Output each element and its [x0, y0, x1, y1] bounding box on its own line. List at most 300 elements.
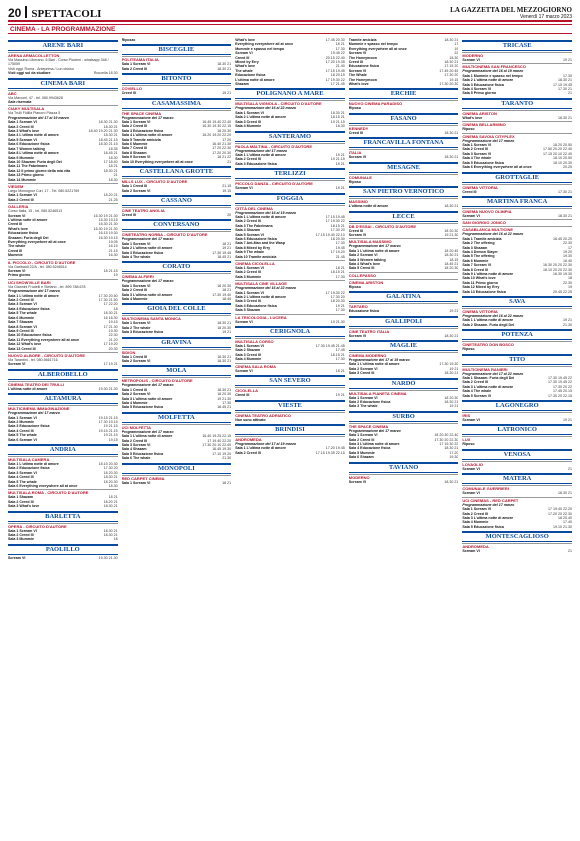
cinema-name: ARENA ARMACOLLETTON — [8, 52, 118, 58]
showtimes: 19.30 — [108, 328, 118, 333]
film-title: Sala 2 Creed III — [121, 438, 148, 443]
showtimes: 16.30 — [108, 253, 118, 258]
cinema-name: CINEMA ARISTON — [349, 279, 459, 285]
city-heading: TERLIZZI — [235, 168, 345, 179]
showtime-row — [122, 456, 232, 460]
film-title: Sala 12 What's love — [8, 342, 42, 347]
showtimes: 18 20.30 22.40 — [434, 433, 459, 438]
film-title: Creed III — [348, 130, 363, 135]
cinema-name: CICOLELLA — [235, 387, 345, 393]
showtimes: 17.15 19.35 22.15 — [315, 450, 345, 455]
showtimes: 19 21.15 — [103, 424, 118, 429]
film-title: Sala 4 L'ultima notte di amore — [121, 133, 173, 138]
showtime-row — [462, 58, 572, 62]
city-heading: GALATINA — [349, 291, 459, 302]
schedule-note: Programmazione del 17 marzo — [462, 138, 515, 143]
showtimes: 19 21 — [222, 330, 232, 335]
schedule-note: Programmazione del 16 al 22 marzo — [462, 314, 524, 318]
showtimes: 18.30 21 — [217, 354, 232, 359]
showtimes: 19.30 21.30 — [98, 386, 118, 391]
film-title: Sala 10 Educazione fisica — [8, 333, 52, 338]
film-title: Sala 3 What's love — [8, 504, 40, 509]
city-heading: BISCEGLIE — [122, 44, 232, 55]
film-title: Sala 2 The whale — [121, 325, 151, 330]
film-title: Sala 3 Women talking — [348, 257, 386, 262]
showtimes: 18.30 21 — [217, 321, 232, 326]
film-title: Everything everywhere all at once — [8, 240, 66, 244]
showtime-row — [462, 467, 572, 471]
film-title: The whale — [8, 244, 26, 249]
showtime-row — [235, 82, 345, 86]
film-title: Sala 4 Shazam — [235, 228, 261, 233]
showtimes: 16.40 21.30 — [212, 142, 232, 147]
showtimes: 17 19.20 — [103, 342, 118, 347]
city-heading: PAOLILLO — [8, 544, 118, 555]
showtime-row — [235, 369, 345, 373]
cinema-name: CINEMA TEATRO ADRIATICO — [235, 412, 345, 418]
film-title: Sala 3 L'ultima notte di amore — [348, 442, 400, 447]
film-title: Tramite amicizia — [348, 38, 377, 42]
cinema-name: CITTÀ DEL CINEMA — [235, 205, 345, 211]
film-title: Sala 12 Mixed by Erry — [462, 285, 500, 290]
showtimes: 17.30 19.30 — [439, 362, 459, 367]
showtimes: 22.30 — [562, 241, 572, 246]
showtimes: 17.30 20 22 — [552, 384, 572, 389]
film-title: Sala 1 Scream VI — [8, 528, 37, 533]
showtimes: 17 19.20 — [330, 250, 345, 255]
showtime-row — [349, 480, 459, 484]
showtimes: 19.15 — [449, 77, 459, 82]
film-title: Educazione fisica — [348, 64, 379, 69]
film-title: Sala 4 L'ultima notte di amore — [8, 133, 59, 138]
showtimes: 17.15 20.10 22.40 — [542, 151, 572, 156]
film-title: Visti oggi sul da studiare — [8, 71, 51, 76]
showtimes: 17.15 19.45 — [552, 82, 572, 87]
film-title: Sala 3 Educazione fisica — [121, 330, 164, 335]
showtime-row — [349, 106, 459, 110]
cinema-name: METROPOLIS - CIRCUITO D'AUTORE — [122, 377, 232, 383]
city-heading: BITONTO — [122, 73, 232, 84]
showtimes: 17 22.20 — [103, 302, 118, 307]
showtimes: 17.30 — [335, 46, 345, 51]
film-title: Sala 1 Mummie e spasso nel tempo — [462, 73, 523, 78]
cinema-name: POLITEAMA ITALIA — [122, 56, 232, 62]
showtimes: 19 21.15 — [103, 433, 118, 438]
showtimes: 18.30 21 — [103, 124, 118, 129]
film-title: Scream VI — [235, 368, 253, 373]
city-heading: GALLIPOLI — [349, 316, 459, 327]
cinema-name: CINEMA TEATRO DEI TRULLI — [8, 381, 118, 387]
showtime-row — [462, 525, 572, 529]
schedule-note: Programmazione del 17 marzo — [8, 411, 60, 416]
film-title: Riposo — [462, 442, 475, 447]
showtimes: 21 — [113, 173, 118, 178]
film-title: Sala 1 Scream VI — [121, 120, 151, 125]
showtimes: 19 — [454, 46, 459, 51]
showtimes: 16.45 19.40 22.40 — [202, 120, 232, 125]
showtimes: 17.30 21 — [557, 87, 572, 92]
showtimes: 17 18.40 — [103, 159, 118, 164]
film-title: Sala 2 Creed III — [462, 147, 488, 152]
film-title: Sala 5 The whale — [8, 479, 37, 484]
film-title: Sala 3 Scream VI — [8, 302, 37, 307]
showtime-row — [122, 481, 232, 485]
cinema-name: CINEMA VITTORIA — [462, 308, 572, 314]
film-title: What's love — [235, 38, 256, 42]
cinema-name: CINEMA CICOLELLA — [235, 260, 345, 266]
showtimes: 18.30 21 — [444, 446, 459, 451]
film-title: Creed III — [348, 60, 363, 65]
film-title: Sala 2 Creed III — [121, 124, 148, 129]
film-title: Sala 2 Shazam. Furia degli Dei — [462, 322, 515, 327]
showtimes: 18 20.45 — [444, 248, 459, 253]
showtime-row — [122, 359, 232, 363]
film-title: Sala 5 Tramite amicizia — [121, 137, 161, 142]
film-title: Sala 10 Everything everywhere all at once — [121, 159, 193, 164]
film-title: Sala 2 Creed III — [121, 288, 148, 293]
film-title: Sala 2 The offering — [462, 241, 495, 246]
showtimes: 18 20.30 — [217, 128, 232, 133]
film-title: Scream VI — [348, 232, 367, 237]
city-heading: MATERA — [462, 473, 572, 484]
film-title: Sala 1 Creed III — [121, 354, 148, 359]
showtime-row — [235, 162, 345, 166]
showtimes: 18 20.30 — [103, 470, 118, 475]
showtimes: 18 20.30 — [217, 392, 232, 397]
showtimes: 19.10 21.30 — [552, 524, 572, 529]
showtimes: 16.30 20.20 22.30 — [542, 263, 572, 268]
city-heading: BARLETTA — [8, 511, 118, 522]
showtimes: 18.30 21 — [103, 133, 118, 138]
showtime-row — [122, 330, 232, 334]
film-title: Educazione fisica — [235, 73, 266, 78]
film-title: Sala 6 Mummie — [121, 142, 148, 147]
schedule-note: Programmazione del 17 al 19 marzo — [8, 115, 69, 120]
cinema-name: IRIS — [462, 412, 572, 418]
header-right — [450, 6, 572, 20]
showtimes: 16.30 21.30 — [98, 222, 118, 227]
showtimes: 18.30 21 — [103, 528, 118, 533]
film-title: Sala 4 Scream VI — [462, 87, 492, 92]
showtimes: 17 20 — [222, 137, 232, 142]
showtimes: 19 21 — [562, 58, 572, 62]
film-title: Primo giorno — [8, 273, 31, 278]
showtime-row — [462, 190, 572, 194]
film-title: Sala 3 Creed III — [235, 299, 261, 304]
film-title: Sala 8 Mixed by Erry — [235, 245, 271, 250]
film-title: Scream VI — [462, 466, 480, 471]
city-heading: BRINDISI — [235, 424, 345, 435]
showtimes: 18.30 — [335, 124, 345, 129]
film-title: Sala 2 Scream VI — [121, 392, 151, 397]
film-title: Sala 1 Scream VI — [348, 433, 378, 438]
film-title: Sala 4 Mummie — [462, 520, 489, 525]
city-heading: LATRONICO — [462, 424, 572, 435]
showtimes: 18 21 — [222, 288, 232, 293]
film-title: Sala 13 Educazione fisica — [462, 289, 506, 294]
cinema-address: Via Marconi, 47 - tel. 080.9943628 — [8, 95, 63, 100]
showtime-row — [462, 91, 572, 95]
film-title: Creed III — [348, 228, 363, 233]
cinema-address: Largo Monsignor Curi, 17 - Tel. 080.5221769 — [8, 188, 80, 193]
showtime-row — [349, 204, 459, 208]
film-title: Sala 1 L'ultima notte di amore — [235, 214, 286, 219]
showtimes: 21.30 — [222, 456, 232, 461]
showtime-row — [462, 549, 572, 553]
showtime-row — [349, 455, 459, 459]
showtimes: 17 19.40 22.20 — [547, 507, 572, 512]
film-title: Sala 3 Mummie — [235, 274, 262, 279]
showtimes: 17 20 22.30 — [212, 146, 232, 151]
film-title: Sala 8 Creed III — [462, 267, 488, 272]
film-title: Sala 4 Creed III — [8, 428, 34, 433]
cinema-name: OPERA - CIRCUITO D'AUTORE — [8, 523, 118, 529]
film-title: Sala 2 L'ultima notte di amore — [235, 115, 286, 120]
film-title: Sala 3 Scream VI — [8, 470, 37, 475]
schedule-note: Programmazione del 17 marzo — [462, 502, 515, 507]
showtimes: 17.30 19.15 — [98, 419, 118, 424]
film-title: Sala 6 Mummie — [462, 258, 489, 263]
film-title: Creed III — [235, 55, 250, 60]
showtimes: 19 21 — [335, 152, 345, 157]
showtime-row — [349, 334, 459, 338]
cinema-name: ITALIA — [349, 149, 459, 155]
film-title: Sala 2 Educazione fisica — [348, 400, 391, 404]
film-title: Sala 5 The whale — [8, 311, 37, 316]
film-title: Sala 3 Educazione fisica — [462, 82, 504, 87]
showtimes: 18.30 21 — [103, 533, 118, 538]
showtime-row — [8, 504, 118, 508]
film-title: Sala 1 L'ultima notte di amore — [8, 293, 59, 298]
showtime-row — [122, 38, 232, 42]
film-title: Everything everywhere all at once — [235, 42, 294, 47]
film-title: Scream VI — [235, 51, 253, 56]
showtimes: 18.30 21 — [217, 66, 232, 71]
showtimes: 20.30 — [108, 346, 118, 351]
film-title: Riposo — [462, 127, 475, 132]
film-title: Sala 1 Scream VI — [462, 507, 492, 512]
film-title: Sala 5 Creed III — [348, 266, 375, 271]
showtimes: 17.30 — [335, 357, 345, 362]
showtime-row — [349, 309, 459, 313]
film-title: Sala 8 Scream VI — [8, 324, 37, 329]
showtimes: 17 19.30 22 — [325, 219, 345, 224]
film-title: Sala 1 L'ultima notte di amore — [121, 434, 173, 439]
showtimes: 17.30 19.45 — [212, 250, 232, 255]
film-title: Sala 4 The whale — [462, 389, 492, 394]
cinema-name: MULTISALA MASSIMO — [349, 238, 459, 244]
cinema-name: MULTISALA CINE VILLAGE — [235, 280, 345, 286]
film-title: Riposo — [348, 284, 361, 289]
showtimes: 17.20 20.30 — [212, 150, 232, 155]
film-title: Sala 1 Creed III — [121, 184, 148, 189]
showtime-row — [235, 255, 345, 259]
film-title: Sala 5 The offering — [462, 254, 495, 259]
showtimes: 18.30 21 — [557, 78, 572, 83]
showtimes: 17.30 20 — [444, 73, 459, 78]
cinema-name: MULTICINEMA SANTA MONICA — [122, 315, 232, 321]
cinema-name: NUOVO ALBORE - CIRCUITO D'AUTORE — [8, 352, 118, 358]
cinema-name: MULTICINEMA SAN FRANCESCO — [462, 63, 572, 69]
schedule-note: Programmazione del 17 al 19 marzo — [348, 357, 410, 362]
section-title: SPETTACOLI — [31, 8, 102, 20]
showtimes: 18 20.40 — [557, 515, 572, 520]
showtimes: 18.30 21 — [557, 491, 572, 496]
showtimes: 17.30 — [335, 241, 345, 246]
cinema-name: MILLS LUX - CIRCUITO D'AUTORE — [122, 178, 232, 184]
cinema-address: Visti oggi: Roma - Anteprima / Lun chiuso — [8, 66, 74, 71]
city-heading: ERCHIE — [349, 88, 459, 99]
film-title: Sala 6 Shazam — [348, 455, 374, 460]
showtimes: 18.30 21.15 — [98, 142, 118, 147]
city-heading: CONVERSANO — [122, 219, 232, 230]
cinema-name: CINEMA MODERNO — [349, 352, 459, 358]
film-title: Scream VI — [8, 213, 26, 218]
showtimes: 21.25 — [108, 197, 118, 202]
showtime-row — [462, 491, 572, 495]
showtimes: 18.30 21 — [444, 60, 459, 65]
showtimes: 18.15 — [449, 257, 459, 262]
showtimes: 18.30 21 — [444, 479, 459, 484]
film-title: Sala 1 Scream VI — [8, 193, 37, 198]
film-title: Sala 5 Mummie — [348, 450, 375, 455]
showtimes: 17.20 19.45 — [325, 446, 345, 451]
film-title: Sala 5 Scream VI — [235, 232, 264, 237]
showtime-row — [8, 347, 118, 351]
listing-column — [462, 38, 572, 835]
showtimes: 16.20 19.20 22.20 — [202, 133, 232, 138]
film-title: Sala 2 L'ultima notte di amore — [462, 78, 514, 83]
showtime-row — [349, 371, 459, 375]
showtimes: 17.30 21.50 — [98, 298, 118, 303]
film-title: Sala 7 Shazam — [8, 320, 33, 325]
film-title: Sala 1 Scream VI — [8, 415, 37, 420]
film-title: Sala 2 Creed III — [348, 437, 375, 442]
film-title: Sala 3 Creed III — [235, 352, 261, 357]
film-title: Sala 3 Scream VI — [462, 151, 492, 156]
film-title: Scream VI — [462, 213, 480, 218]
film-title: Sala 1 Scream VI — [8, 120, 37, 125]
film-title: Sala 2 Mummie — [8, 419, 34, 424]
cinema-name: CINEMA ARISTON — [462, 110, 572, 116]
film-title: Sala 5 The whale — [8, 433, 37, 438]
showtimes: 17 19.30 22 — [439, 442, 459, 447]
showtimes: 21.15 — [222, 184, 232, 189]
showtimes: 19.30 — [562, 254, 572, 259]
film-title: Scream VI — [462, 549, 480, 554]
film-title: Sala 1 L'ultima notte di amore — [348, 248, 400, 253]
showtimes: 18.40 19.20 21.30 — [88, 129, 118, 134]
cinema-name: UCI CINEMAS - RED CARPET — [462, 497, 572, 503]
showtimes: 18.30 21 — [557, 115, 572, 120]
showtimes: 19.45 22 — [330, 51, 345, 56]
showtimes: 16 18.30 — [103, 315, 118, 320]
showtime-row — [462, 323, 572, 327]
film-title: Sala 12 Il primo giorno della mia vita — [8, 168, 71, 173]
film-title: Sala 2 Creed III — [8, 197, 34, 202]
showtimes: 16.40 19.25 22.15 — [202, 434, 232, 439]
city-heading: POLIGNANO A MARE — [235, 88, 345, 99]
film-title: Educazione fisica — [348, 309, 379, 314]
schedule-note: Programmazione del 17 marzo — [121, 115, 174, 120]
schedule-note: Programmazione del 16 al 22 marzo — [235, 106, 297, 111]
showtime-row — [462, 290, 572, 294]
film-title: Sala 3 L'ultima notte di amore — [462, 384, 514, 389]
film-title: Sala 6 Everything everywhere all at once — [8, 484, 78, 489]
showtimes: 18 20.30 — [444, 228, 459, 233]
showtimes: 18.35 — [108, 146, 118, 151]
cinema-name: VIEDEM — [8, 183, 118, 189]
film-title: Sala 5 Educazione fisica — [121, 405, 164, 410]
city-heading: MOLFETTA — [122, 412, 232, 423]
showtime-row — [462, 165, 572, 169]
showtimes: 19 21 — [335, 393, 345, 398]
film-title: Sala 5 Primo giorno — [462, 91, 497, 96]
listing-column — [8, 38, 118, 835]
film-title: Sala 4 What's love — [348, 261, 380, 266]
city-heading: LAGONEGRO — [462, 400, 572, 411]
showtimes: 19.45 — [335, 245, 345, 250]
cinema-address: Via Trulli Fidilla Pianoro Piazza 5 — [8, 111, 61, 116]
showtimes: 18.40 — [222, 296, 232, 301]
film-title: What's love — [348, 82, 369, 87]
showtime-row — [349, 180, 459, 184]
page-number: 20 — [8, 6, 22, 20]
showtime-row — [8, 253, 118, 257]
film-title: Sala 4 Demon Slayer — [462, 249, 498, 254]
film-title: Sala 2 L'ultima notte di amore — [235, 295, 286, 300]
city-heading: TITO — [462, 354, 572, 365]
issue-date: Venerdì 17 marzo 2023 — [520, 14, 572, 20]
showtime-row — [462, 347, 572, 351]
film-title: Sala 4 Mummie — [235, 124, 262, 129]
film-title: Sala 6 Educazione fisica — [8, 142, 50, 147]
city-heading: CASSANO — [122, 195, 232, 206]
film-title: Sala 5 Educazione fisica — [462, 160, 504, 165]
film-title: Educazione fisica — [8, 231, 39, 236]
showtimes: 18 20.30 — [330, 299, 345, 304]
film-title: Mummie e spasso nel tempo — [235, 46, 285, 51]
showtimes: 18.30 21 — [444, 130, 459, 135]
cinema-name: MULTISALA CAMERA — [8, 456, 118, 462]
showtimes: 17 19.40 22.20 — [207, 438, 232, 443]
showtime-row — [235, 308, 345, 312]
showtimes: 19.30 — [449, 455, 459, 460]
city-heading: FOGGIA — [235, 193, 345, 204]
showtimes: 18 21 — [335, 368, 345, 373]
film-title: Non sono attivato — [235, 417, 266, 422]
film-title: Creed III — [235, 393, 250, 398]
showtimes: 18.45 21 — [103, 151, 118, 156]
cinema-name: IL PICCOLO - CIRCUITO D'AUTORE — [8, 259, 118, 265]
showtime-row — [122, 405, 232, 409]
film-title: Ripozzo — [121, 38, 136, 42]
film-title: Sala 1 L'ultima notte di amore — [348, 362, 400, 367]
showtimes: 20.15 22.40 — [325, 55, 345, 60]
showtime-row — [8, 178, 118, 182]
showtimes: 17.30 20 — [103, 466, 118, 471]
film-title: Sala 3 L'ultima notte di amore — [121, 292, 173, 297]
showtime-row — [349, 285, 459, 289]
showtimes: 18.45 21.15 — [98, 137, 118, 142]
cinema-name: GALLERIA — [8, 203, 118, 209]
showtimes: 19 21 — [222, 246, 232, 251]
showtimes: 19 21.15 — [330, 119, 345, 124]
showtimes: 18.30 21 — [444, 333, 459, 338]
film-title: L'ultima notte di amore — [8, 386, 48, 391]
showtimes: 16.30 19.15 — [98, 235, 118, 240]
showtimes: 21.40 — [335, 64, 345, 69]
